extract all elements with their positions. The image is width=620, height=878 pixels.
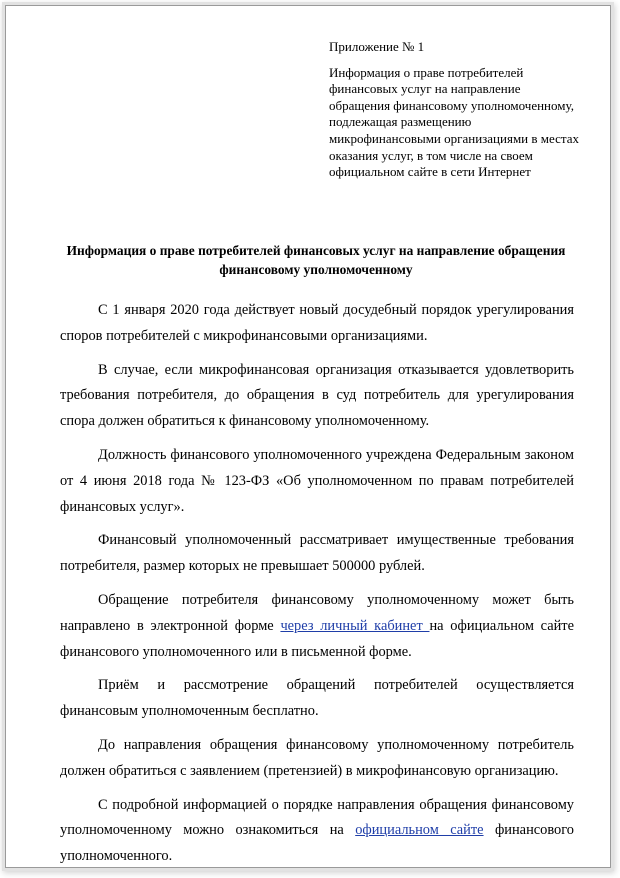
paragraph-submission-methods	[60, 588, 574, 665]
annex-description: Информация о праве потребителей финансовых услуг на направление обращения финансовому уполномоченному, подлежащая размещению микрофинансовыми организациями в местах оказания услуг, в том числе на своем официальном сайте в сети Интернет	[329, 64, 579, 180]
annex-block	[329, 39, 579, 181]
p5-text-after: на официальном сайте финансового уполномоченного или в письменной форме.	[60, 617, 574, 660]
document-body	[60, 298, 574, 878]
document-page	[5, 5, 611, 868]
paragraph-effective-date: С 1 января 2020 года действует новый досудебный порядок урегулирования споров потребителей с микрофинансовыми организациями.	[60, 302, 574, 344]
personal-account-link[interactable]: через личный кабинет	[280, 617, 430, 634]
paragraph-free-of-charge: Приём и рассмотрение обращений потребителей осуществляется финансовым уполномоченным бесплатно.	[60, 677, 574, 720]
document-title: Информация о праве потребителей финансовых услуг на направление обращения финансовому уполномоченному	[66, 243, 566, 277]
paragraph-more-info	[60, 793, 574, 870]
annex-number: Приложение № 1	[329, 39, 425, 54]
paragraph-claim-limit: Финансовый уполномоченный рассматривает имущественные требования потребителя, размер которых не превышает 500000 рублей.	[60, 532, 574, 575]
paragraph-legal-basis: Должность финансового уполномоченного учреждена Федеральным законом от 4 июня 2018 года № 123-ФЗ «Об уполномоченном по правам потребителей финансовых услуг».	[60, 446, 574, 515]
paragraph-prior-claim: До направления обращения финансовому уполномоченному потребитель должен обратиться с заявлением (претензией) в микрофинансовую организацию.	[60, 736, 574, 779]
p8-text-after: финансового уполномоченного.	[60, 822, 574, 865]
p5-text-before: Обращение потребителя финансовому уполномоченному может быть направлено в электронной форме	[60, 591, 574, 634]
official-site-link[interactable]: официальном сайте	[355, 822, 484, 839]
paragraph-refusal-case: В случае, если микрофинансовая организация отказывается удовлетворить требования потребителя, до обращения в суд потребитель для урегулирования спора должен обратиться к финансовому уполномоченному.	[60, 361, 574, 430]
p8-text-before: С подробной информацией о порядке направления обращения финансовому уполномоченному можно ознакомиться на	[60, 796, 574, 839]
